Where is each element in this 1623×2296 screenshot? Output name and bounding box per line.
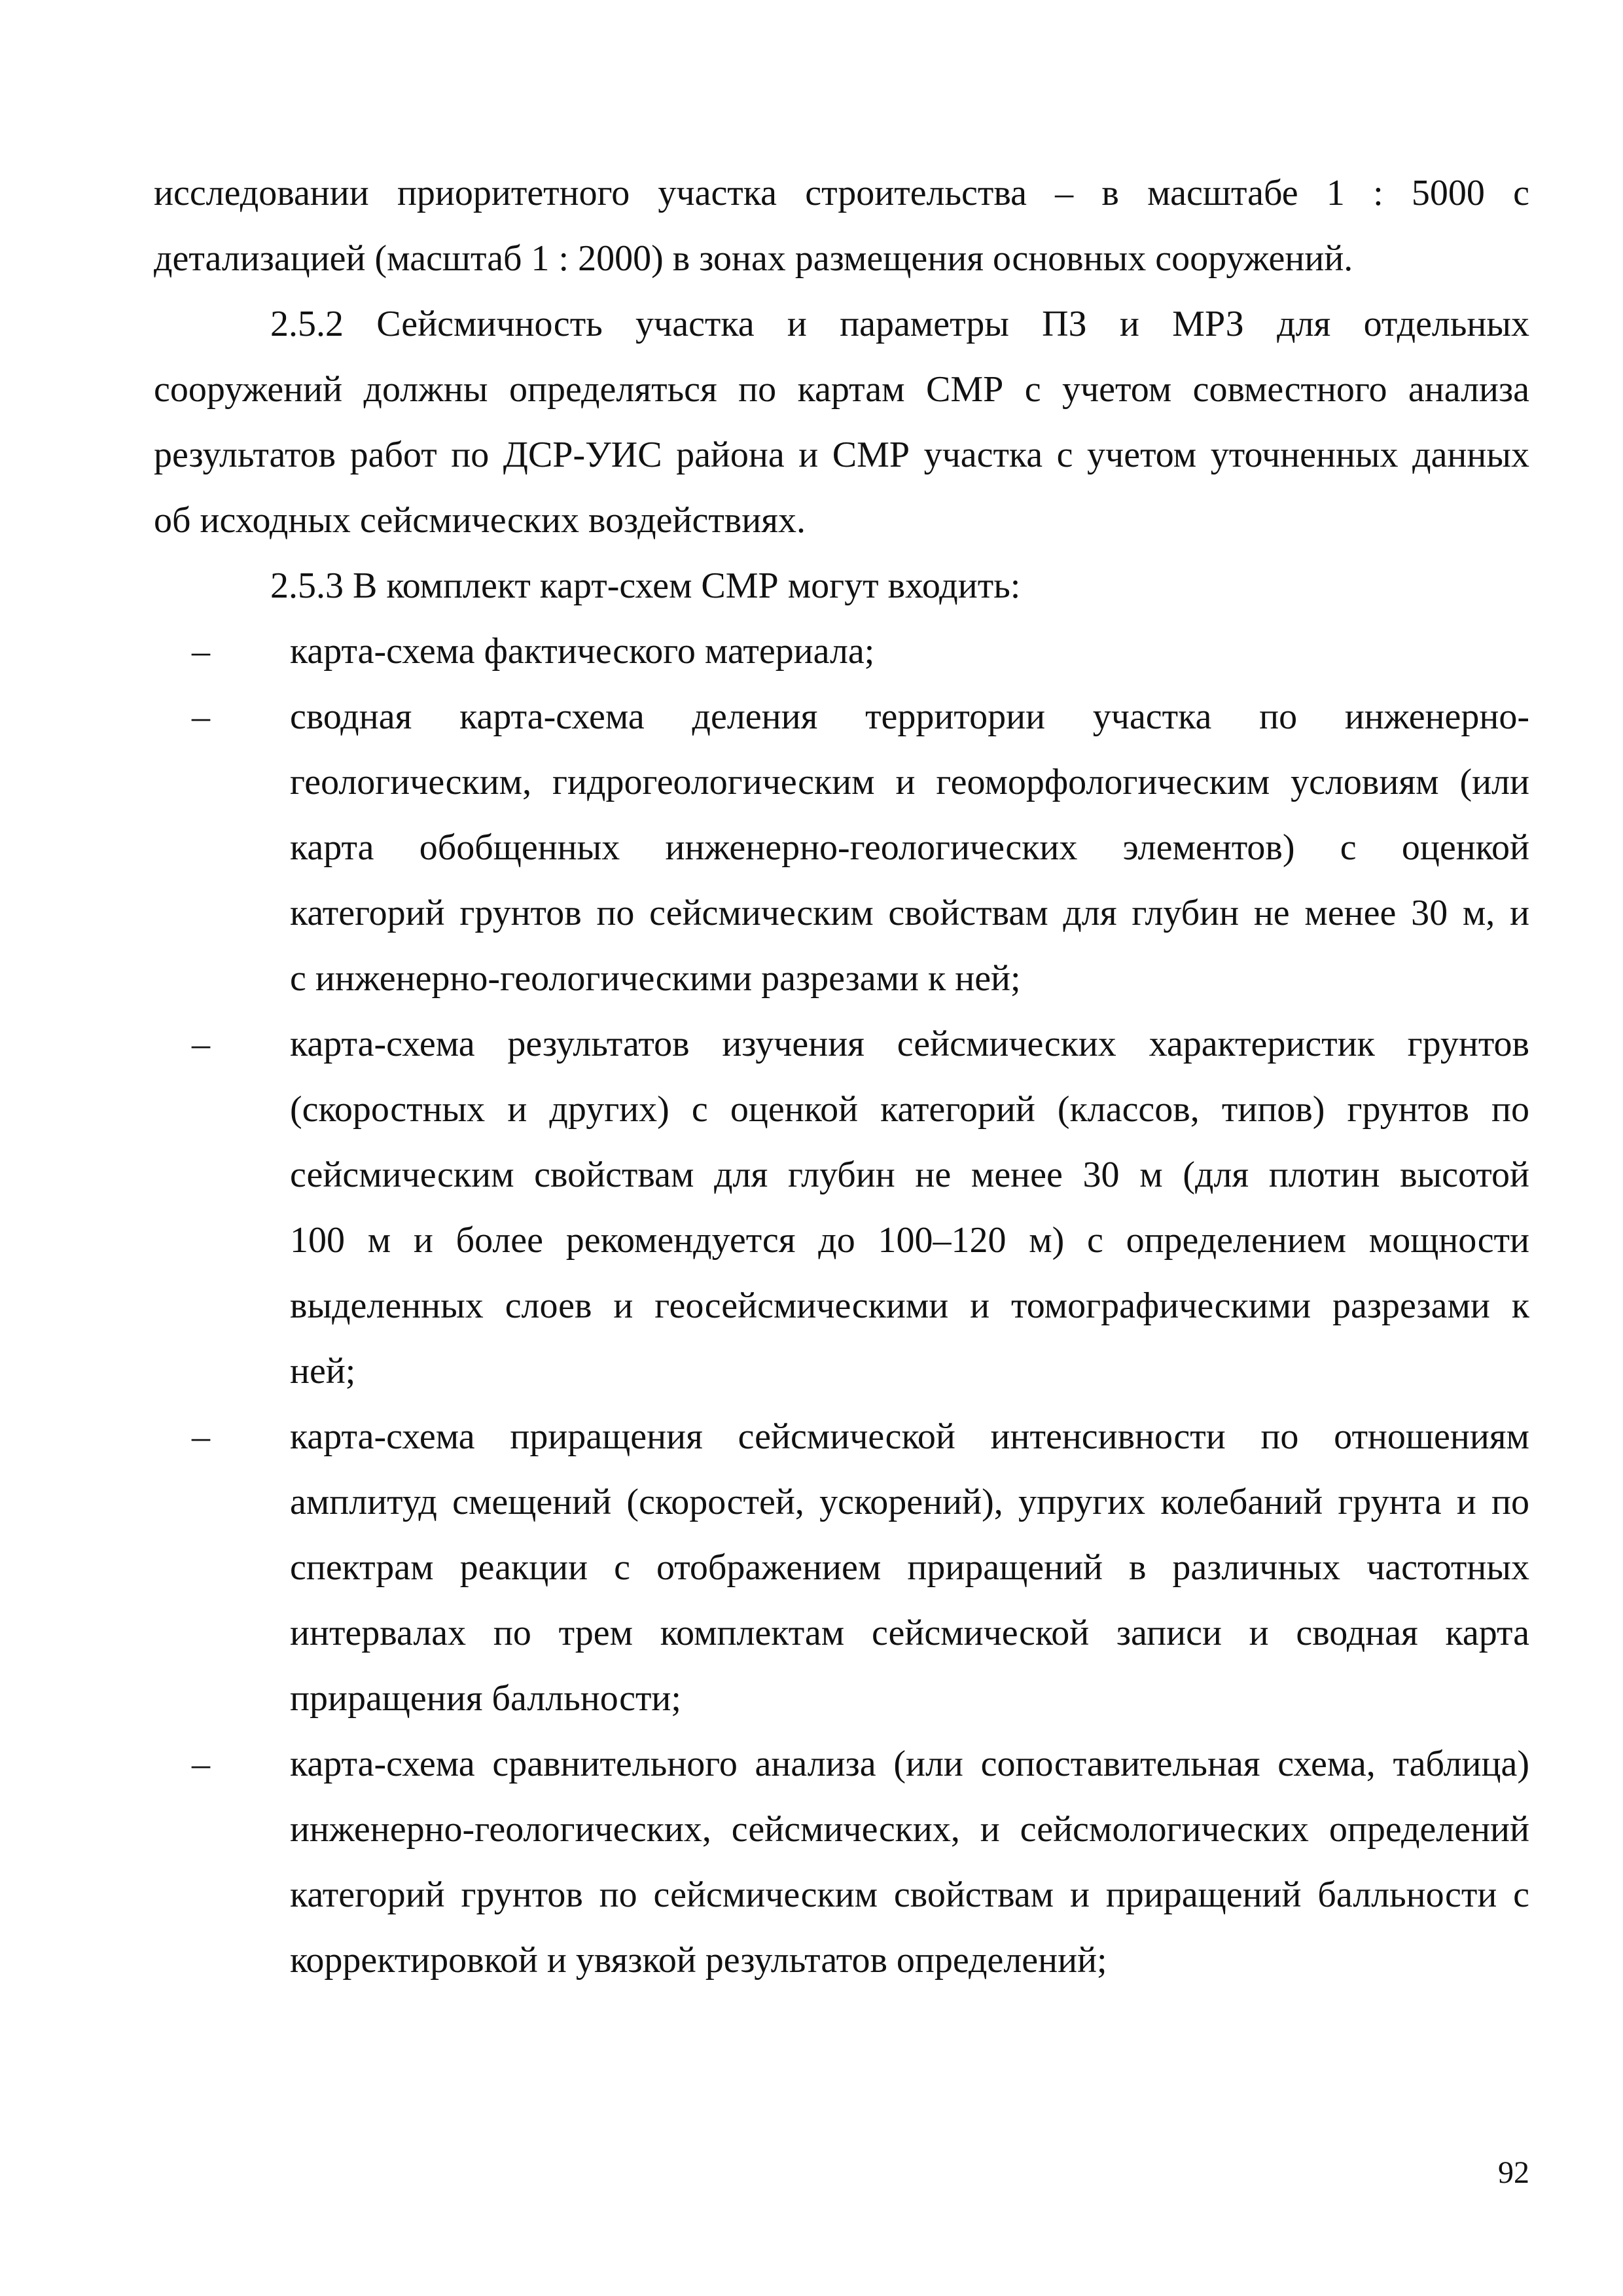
text-line: приращения балльности; bbox=[290, 1678, 681, 1719]
text-line: с инженерно-геологическими разрезами к ней; bbox=[290, 958, 1021, 999]
list-item bbox=[154, 1731, 1529, 1993]
text-line: сводная карта-схема деления территории участка по инженерно- bbox=[290, 696, 1529, 737]
text-line: исследовании приоритетного участка строительства – в масштабе 1 : 5000 с bbox=[154, 173, 1529, 213]
list-item bbox=[154, 1404, 1529, 1731]
list-dash: – bbox=[192, 1024, 210, 1064]
text-line: сейсмическим свойствам для глубин не менее 30 м (для плотин высотой bbox=[290, 1155, 1529, 1195]
text-line: 100 м и более рекомендуется до 100–120 м) с определением мощности bbox=[290, 1220, 1529, 1261]
list-item bbox=[154, 1011, 1529, 1404]
paragraph-2-5-3 bbox=[154, 553, 1529, 619]
text-line: выделенных слоев и геосейсмическими и томографическими разрезами к bbox=[290, 1285, 1529, 1326]
map-list bbox=[154, 619, 1529, 1993]
text-line: ней; bbox=[290, 1351, 356, 1391]
text-line: результатов работ по ДСР-УИС района и СМР участка с учетом уточненных данных bbox=[154, 435, 1529, 475]
list-dash: – bbox=[192, 696, 210, 737]
paragraph-intro bbox=[154, 160, 1529, 291]
text-line: карта обобщенных инженерно-геологических элементов) с оценкой bbox=[290, 827, 1529, 868]
text-line: инженерно-геологических, сейсмических, и сейсмологических определений bbox=[290, 1809, 1529, 1850]
text-line: детализацией (масштаб 1 : 2000) в зонах размещения основных сооружений. bbox=[154, 238, 1353, 279]
text-line: карта-схема результатов изучения сейсмических характеристик грунтов bbox=[290, 1024, 1529, 1064]
text-line: 2.5.2 Сейсмичность участка и параметры ПЗ и МРЗ для отдельных bbox=[270, 304, 1529, 344]
list-dash: – bbox=[192, 1416, 210, 1457]
text-line: категорий грунтов по сейсмическим свойствам и приращений балльности с bbox=[290, 1874, 1529, 1915]
text-line: спектрам реакции с отображением приращений в различных частотных bbox=[290, 1547, 1529, 1588]
text-line: амплитуд смещений (скоростей, ускорений), упругих колебаний грунта и по bbox=[290, 1482, 1529, 1522]
text-line: геологическим, гидрогеологическим и геоморфологическим условиям (или bbox=[290, 762, 1529, 802]
list-dash: – bbox=[192, 1744, 210, 1784]
page-number: 92 bbox=[1498, 2155, 1529, 2190]
text-line: сооружений должны определяться по картам СМР с учетом совместного анализа bbox=[154, 369, 1529, 410]
text-line: карта-схема сравнительного анализа (или сопоставительная схема, таблица) bbox=[290, 1744, 1529, 1784]
document-body bbox=[154, 160, 1529, 1993]
text-line: интервалах по трем комплектам сейсмической записи и сводная карта bbox=[290, 1613, 1529, 1653]
text-line: карта-схема приращения сейсмической интенсивности по отношениям bbox=[290, 1416, 1529, 1457]
list-item bbox=[154, 619, 1529, 684]
text-line: корректировкой и увязкой результатов определений; bbox=[290, 1940, 1107, 1981]
text-line: 2.5.3 В комплект карт-схем СМР могут входить: bbox=[270, 565, 1021, 606]
list-item bbox=[154, 684, 1529, 1011]
text-line: об исходных сейсмических воздействиях. bbox=[154, 500, 806, 541]
text-line: категорий грунтов по сейсмическим свойствам для глубин не менее 30 м, и bbox=[290, 893, 1529, 933]
text-line: карта-схема фактического материала; bbox=[290, 631, 875, 672]
text-line: (скоростных и других) с оценкой категорий (классов, типов) грунтов по bbox=[290, 1089, 1529, 1130]
list-dash: – bbox=[192, 631, 210, 672]
paragraph-2-5-2 bbox=[154, 291, 1529, 553]
